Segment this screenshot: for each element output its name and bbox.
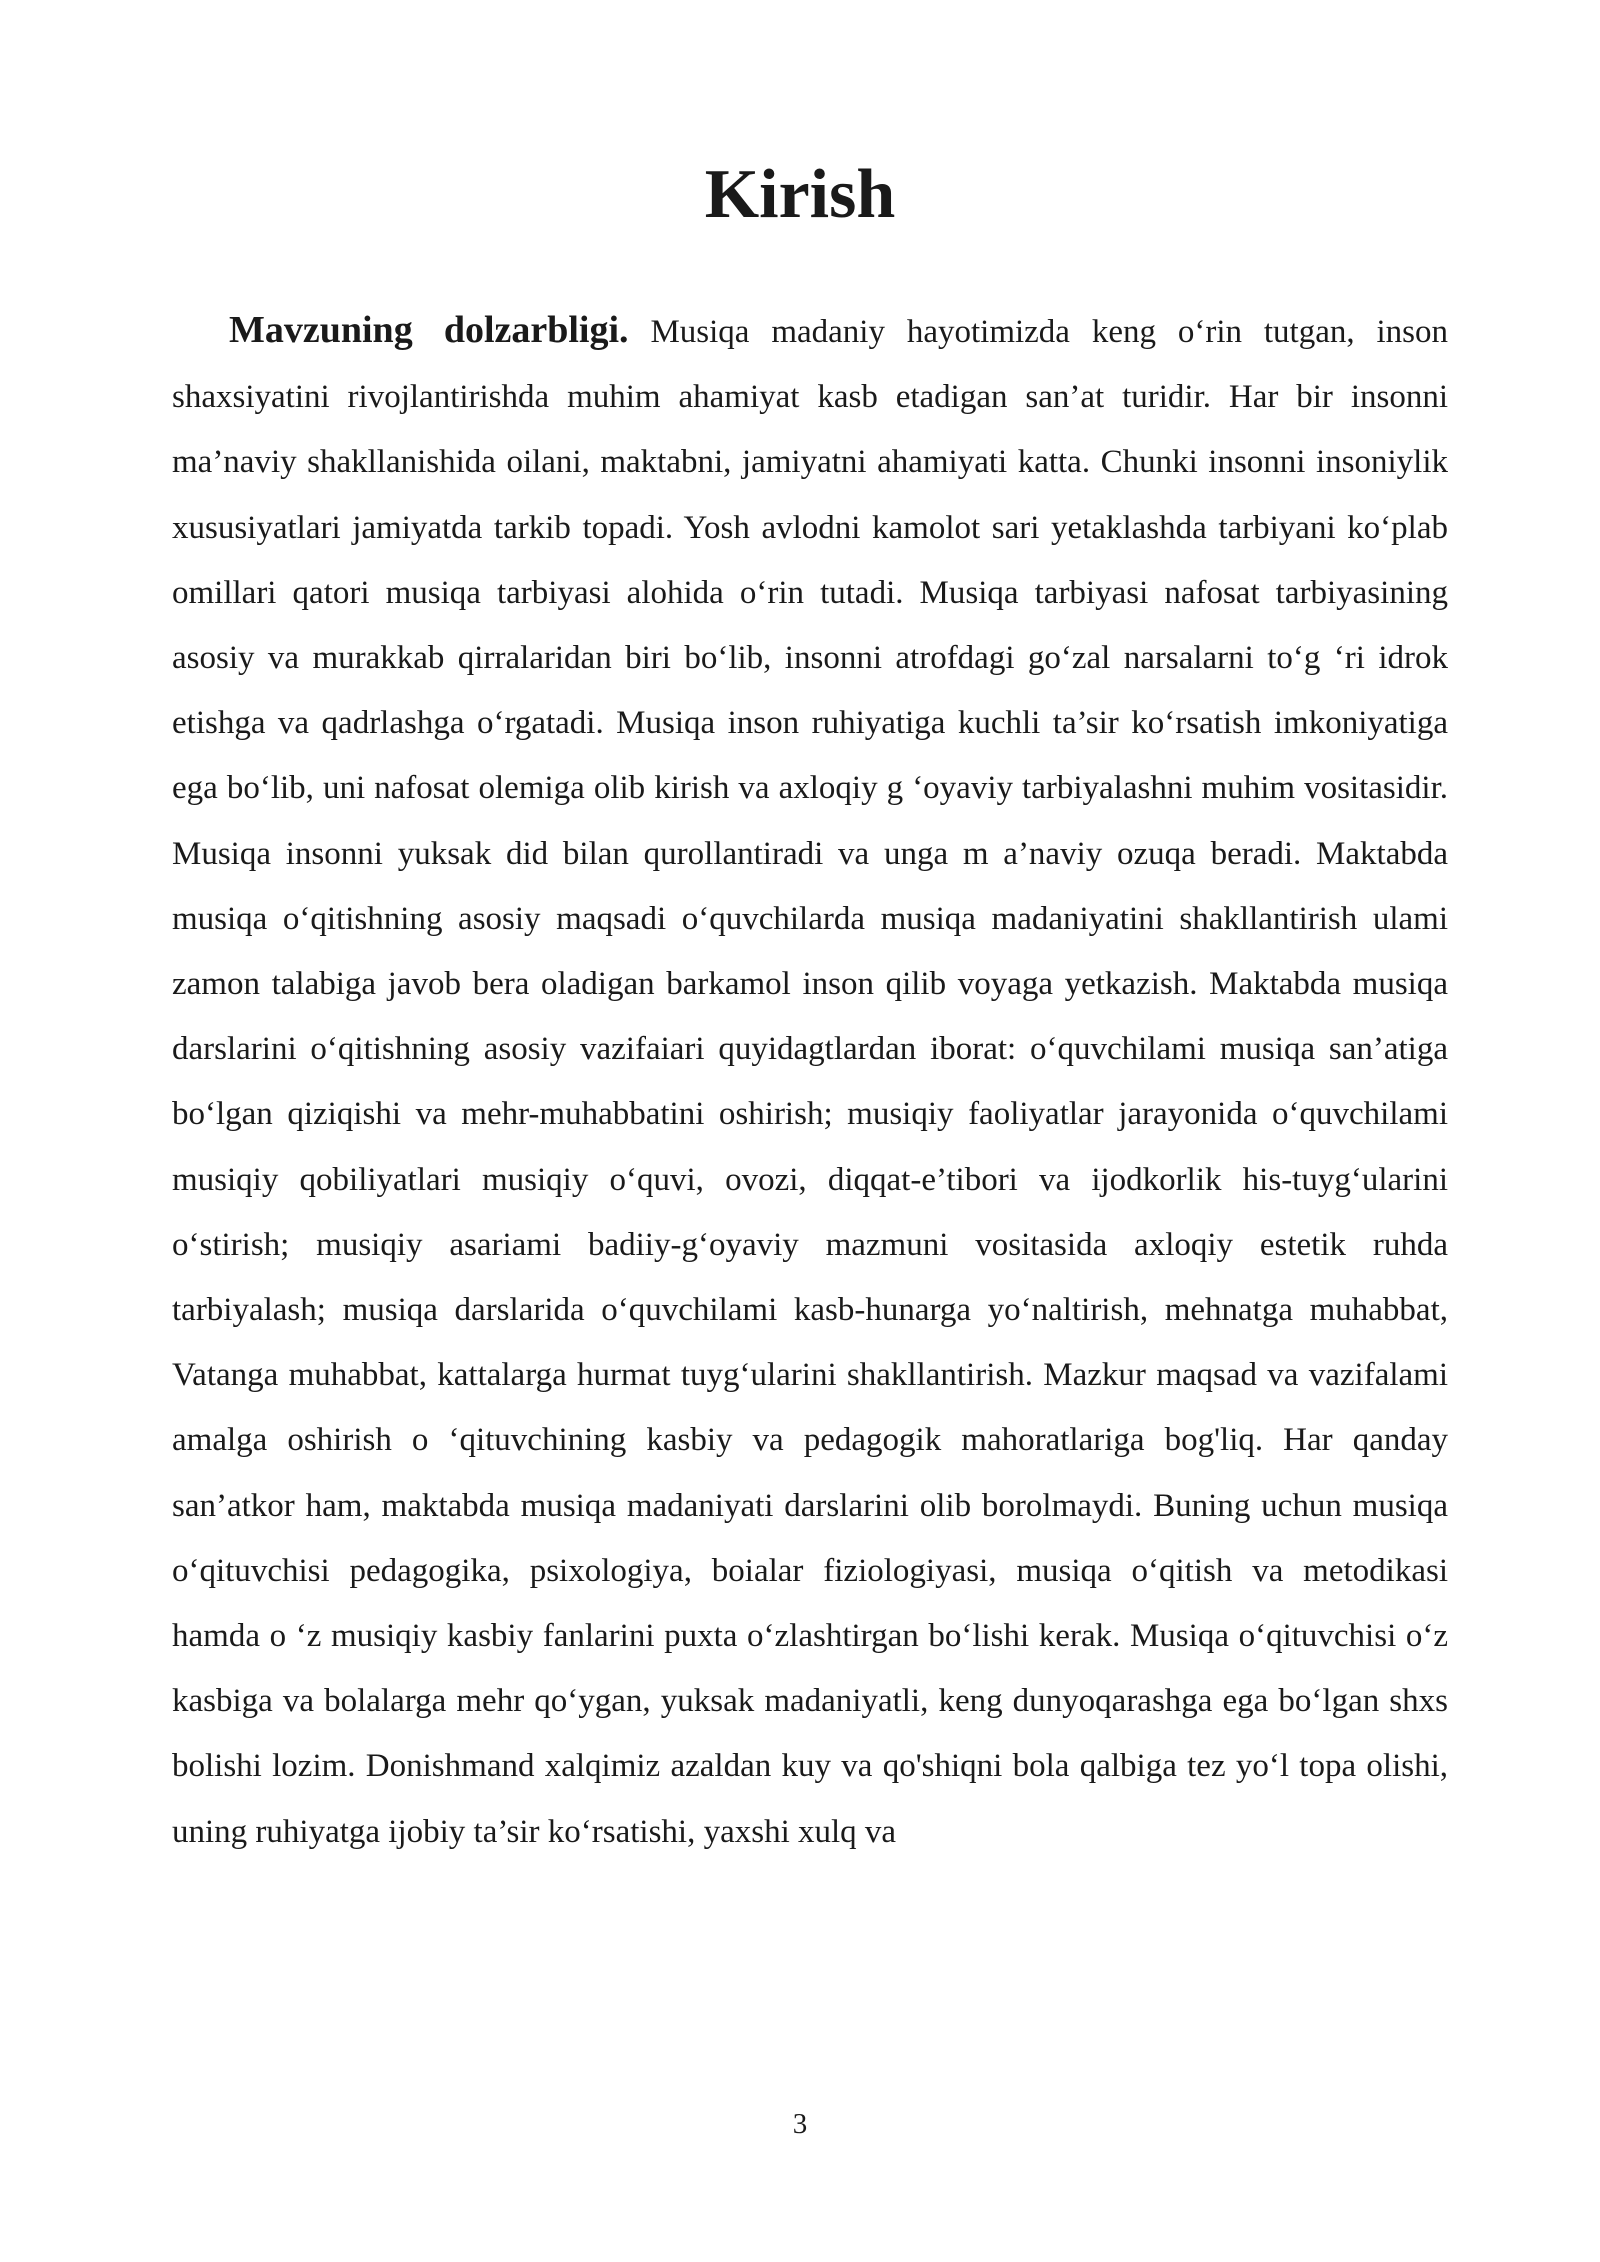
page-title: Kirish: [704, 156, 896, 233]
page-number: 3: [792, 2108, 808, 2140]
paragraph-text: Musiqa madaniy hayotimizda keng o‘rin tutgan, inson shaxsiyatini rivojlantirishda muhim ahamiyat kasb etadigan san’at turidir. Har bir insonni ma’naviy shakllanishida oilani, maktabni, jamiyatni ahamiyati katta. Chunki insonni insoniylik xususiyatlari jamiyatda tarkib topadi. Yosh avlodni kamolot sari yetaklashda tarbiyani ko‘plab omillari qatori musiqa tarbiyasi alohida o‘rin tutadi. Musiqa tarbiyasi nafosat tarbiyasining asosiy va murakkab qirralaridan biri bo‘lib, insonni atrofdagi go‘zal narsalarni to‘g ‘ri idrok etishga va qadrlashga o‘rgatadi. Musiqa inson ruhiyatiga kuchli ta’sir ko‘rsatish imkoniyatiga ega bo‘lib, uni nafosat olemiga olib kirish va axloqiy g ‘oyaviy tarbiyalashni muhim vositasidir. Musiqa insonni yuksak did bilan qurollantiradi va unga m a’naviy ozuqa beradi. Maktabda musiqa o‘qitishning asosiy maqsadi o‘quvchilarda musiqa madaniyatini shakllantirish ulami zamon talabiga javob bera oladigan barkamol inson qilib voyaga yetkazish. Maktabda musiqa darslarini o‘qitishning asosiy vazifaiari quyidagtlardan iborat: o‘quvchilami musiqa san’atiga bo‘lgan qiziqishi va mehr-muhabbatini oshirish; musiqiy faoliyatlar jarayonida o‘quvchilami musiqiy qobiliyatlari musiqiy o‘quvi, ovozi, diqqat-e’tibori va ijodkorlik his-tuyg‘ularini o‘stirish; musiqiy asariami badiiy-g‘oyaviy mazmuni vositasida axloqiy estetik ruhda tarbiyalash; musiqa darslarida o‘quvchilami kasb-hunarga yo‘naltirish, mehnatga muhabbat, Vatanga muhabbat, kattalarga hurmat tuyg‘ularini shakllantirish. Mazkur maqsad va vazifalami amalga oshirish o ‘qituvchining kasbiy va pedagogik mahoratlariga bog'liq. Har qanday san’atkor ham, maktabda musiqa madaniyati darslarini olib borolmaydi. Buning uchun musiqa o‘qituvchisi pedagogika, psixologiya, boialar fiziologiyasi, musiqa o‘qitish va metodikasi hamda o ‘z musiqiy kasbiy fanlarini puxta o‘zlashtirgan bo‘lishi kerak. Musiqa o‘qituvchisi o‘z kasbiga va bolalarga mehr qo‘ygan, yuksak madaniyatli, keng dunyoqarashga ega bo‘lgan shxs bolishi lozim. Donishmand xalqimiz azaldan kuy va qo'shiqni bola qalbiga tez yo‘l topa olishi, uning ruhiyatga ijobiy ta’sir ko‘rsatishi, yaxshi xulq va: [172, 314, 1449, 1850]
body-paragraph: [172, 298, 1448, 1865]
section-lead: Mavzuning dolzarbligi.: [229, 309, 629, 351]
